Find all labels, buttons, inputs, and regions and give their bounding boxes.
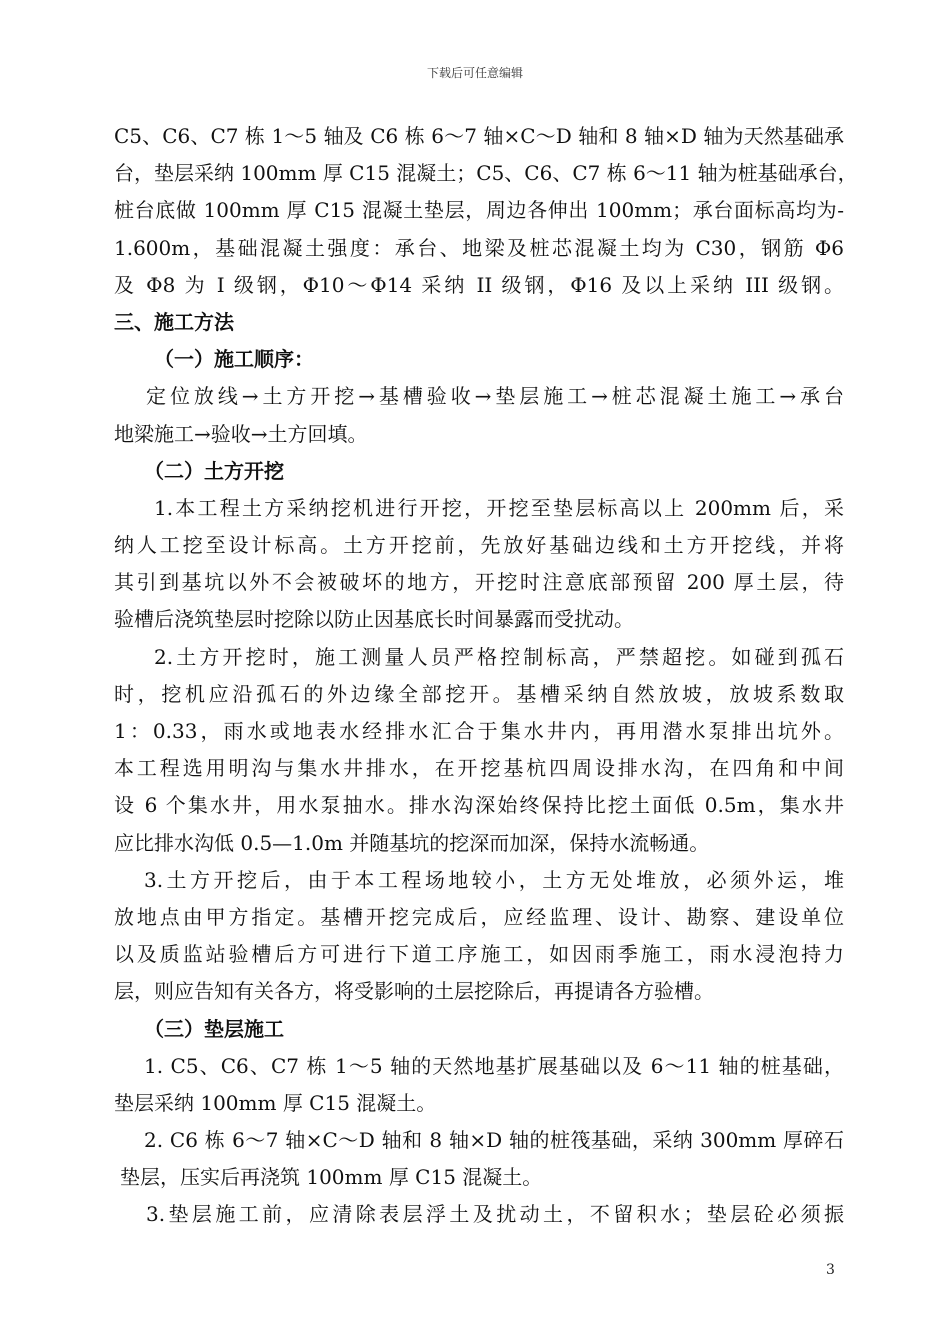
text-line: 2. C6 栋 6～7 轴×C～D 轴和 8 轴×D 轴的桩筏基础，采纳 300mm 厚碎石 <box>144 1128 844 1153</box>
section-heading: 三、施工方法 <box>114 309 234 334</box>
text-line: 2.土方开挖时，施工测量人员严格控制标高，严禁超挖。如碰到孤石 <box>154 644 844 669</box>
text-line: 垫层，压实后再浇筑 100mm 厚 C15 混凝土。 <box>120 1165 543 1190</box>
text-line: 层，则应告知有关各方，将受影响的土层挖除后，再提请各方验槽。 <box>114 979 714 1004</box>
text-line: 验槽后浇筑垫层时挖除以防止因基底长时间暴露而受扰动。 <box>114 607 634 632</box>
text-line: 台，垫层采纳 100mm 厚 C15 混凝土；C5、C6、C7 栋 6～11 轴为桩基础承台， <box>114 161 858 186</box>
text-line: 3.土方开挖后，由于本工程场地较小，土方无处堆放，必须外运，堆 <box>144 867 844 892</box>
text-line: 纳人工挖至设计标高。土方开挖前，先放好基础边线和土方开挖线，并将 <box>114 533 844 558</box>
subsection-heading: （三）垫层施工 <box>144 1016 284 1041</box>
text-line: 垫层采纳 100mm 厚 C15 混凝土。 <box>114 1090 437 1115</box>
text-line: 放地点由甲方指定。基槽开挖完成后，应经监理、设计、勘察、建设单位 <box>114 904 844 929</box>
page-number: 3 <box>826 1262 835 1278</box>
text-line: 本工程选用明沟与集水井排水，在开挖基杭四周设排水沟，在四角和中间 <box>114 756 844 781</box>
text-line: 1：0.33，雨水或地表水经排水汇合于集水井内，再用潜水泵排出坑外。 <box>114 719 844 743</box>
text-line: 以及质监站验槽后方可进行下道工序施工，如因雨季施工，雨水浸泡持力 <box>114 942 844 967</box>
text-line: 3.垫层施工前，应清除表层浮土及扰动土，不留积水；垫层砼必须振 <box>146 1202 844 1227</box>
subsection-heading: （一）施工顺序： <box>154 347 314 372</box>
text-line: 1. C5、C6、C7 栋 1～5 轴的天然地基扩展基础以及 6～11 轴的桩基础， <box>144 1053 844 1078</box>
text-line: 及 Φ8 为 I 级钢，Φ10～Φ14 采纳 II 级钢，Φ16 及以上采纳 III 级钢。 <box>114 272 844 297</box>
text-line: 桩台底做 100mm 厚 C15 混凝土垫层，周边各伸出 100mm；承台面标高均为- <box>114 198 844 223</box>
text-line: 设 6 个集水井，用水泵抽水。排水沟深始终保持比挖土面低 0.5m，集水井 <box>114 793 844 818</box>
text-line: 时，挖机应沿孤石的外边缘全部挖开。基槽采纳自然放坡，放坡系数取 <box>114 681 844 706</box>
text-line: 应比排水沟低 0.5—1.0m 并随基坑的挖深而加深，保持水流畅通。 <box>114 830 710 855</box>
subsection-heading: （二）土方开挖 <box>144 458 284 483</box>
text-line: 1.600m，基础混凝土强度：承台、地梁及桩芯混凝土均为 C30，钢筋 Φ6 <box>114 235 844 260</box>
text-line: 1.本工程土方采纳挖机进行开挖，开挖至垫层标高以上 200mm 后，采 <box>154 495 844 520</box>
text-line: C5、C6、C7 栋 1～5 轴及 C6 栋 6～7 轴×C～D 轴和 8 轴×D 轴为天然基础承 <box>114 124 844 148</box>
page-header: 下载后可任意编辑 <box>426 66 523 80</box>
text-line: 地梁施工→验收→土方回填。 <box>114 421 368 446</box>
text-line: 其引到基坑以外不会被破坏的地方，开挖时注意底部预留 200 厚土层，待 <box>114 570 844 595</box>
text-line: 定位放线→土方开挖→基槽验收→垫层施工→桩芯混凝土施工→承台 <box>146 384 844 409</box>
document-body <box>114 118 858 1234</box>
